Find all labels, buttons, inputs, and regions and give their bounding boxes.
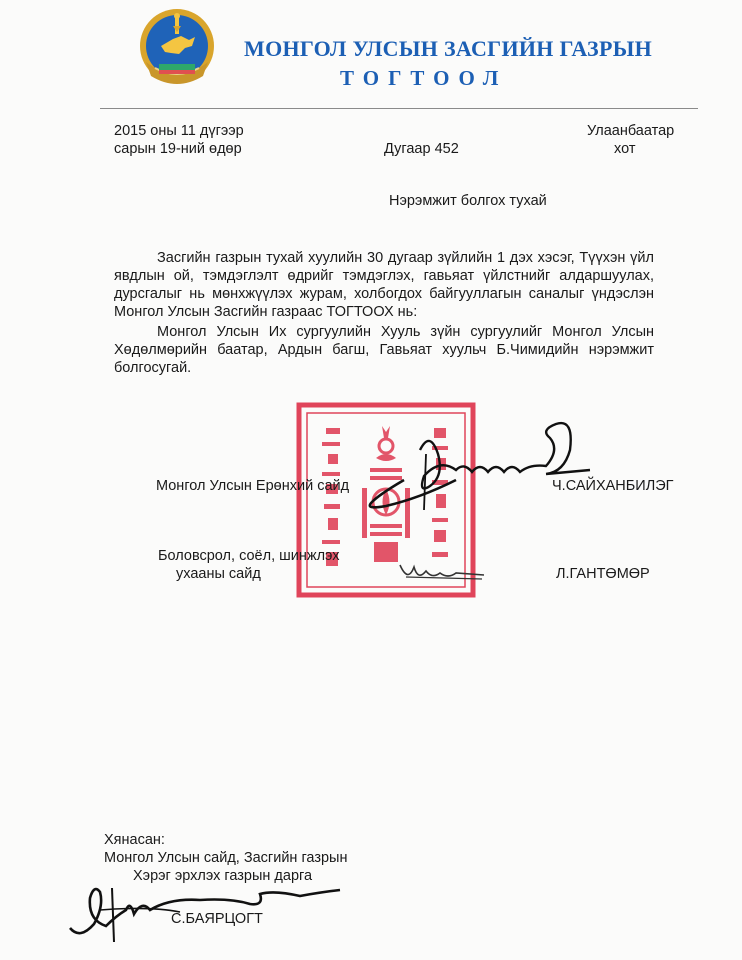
review-position-line-2: Хэрэг эрхлэх газрын дарга bbox=[133, 868, 313, 884]
review-position-line-1: Монгол Улсын сайд, Засгийн газрын bbox=[104, 850, 348, 866]
document-header-subtitle: ТОГТООЛ bbox=[340, 66, 508, 90]
date-line-1: 2015 оны 11 дүгээр bbox=[114, 123, 244, 139]
header-divider bbox=[100, 108, 698, 109]
pm-signature-icon bbox=[360, 410, 610, 520]
state-emblem-icon bbox=[137, 6, 217, 90]
place-line-1: Улаанбаатар bbox=[587, 123, 675, 139]
minister-signature-icon bbox=[392, 555, 492, 589]
review-label: Хянасан: bbox=[104, 832, 165, 848]
resolution-paragraph-2: Монгол Улсын Их сургуулийн Хууль зүйн сургуулийг Монгол Улсын Хөдөлмөрийн баатар, Ардын багш, Гавьяат хуульч Б.Чимидийн нэрэмжит болгосугай. bbox=[114, 324, 654, 376]
prime-minister-title: Монгол Улсын Ерөнхий сайд bbox=[156, 478, 350, 494]
review-name: С.БАЯРЦОГТ bbox=[171, 911, 263, 927]
minister-name: Л.ГАНТӨМӨР bbox=[556, 566, 650, 582]
place-line-2: хот bbox=[614, 141, 636, 157]
prime-minister-name: Ч.САЙХАНБИЛЭГ bbox=[552, 478, 674, 494]
document-number: Дугаар 452 bbox=[384, 141, 459, 157]
reviewer-signature-icon bbox=[60, 870, 360, 950]
document-header-title: МОНГОЛ УЛСЫН ЗАСГИЙН ГАЗРЫН bbox=[244, 36, 653, 61]
resolution-paragraph-1: Засгийн газрын тухай хуулийн 30 дугаар зүйлийн 1 дэх хэсэг, Түүхэн үйл явдлын ой, тэмдэглэлт өдрийг тэмдэглэх, гавьяат үйлстнийг алдаршуулах, дурсгалыг нь мөнхжүүлэх журам, холбогдох байгууллагын саналыг үндэслэн Монгол Улсын Засгийн газраас ТОГТООХ нь: bbox=[114, 250, 654, 320]
date-line-2: сарын 19-ний өдөр bbox=[114, 141, 242, 157]
document-subject: Нэрэмжит болгох тухай bbox=[389, 193, 547, 209]
minister-title-line-1: Боловсрол, соёл, шинжлэх bbox=[158, 548, 340, 564]
minister-title-line-2: ухааны сайд bbox=[176, 566, 261, 582]
